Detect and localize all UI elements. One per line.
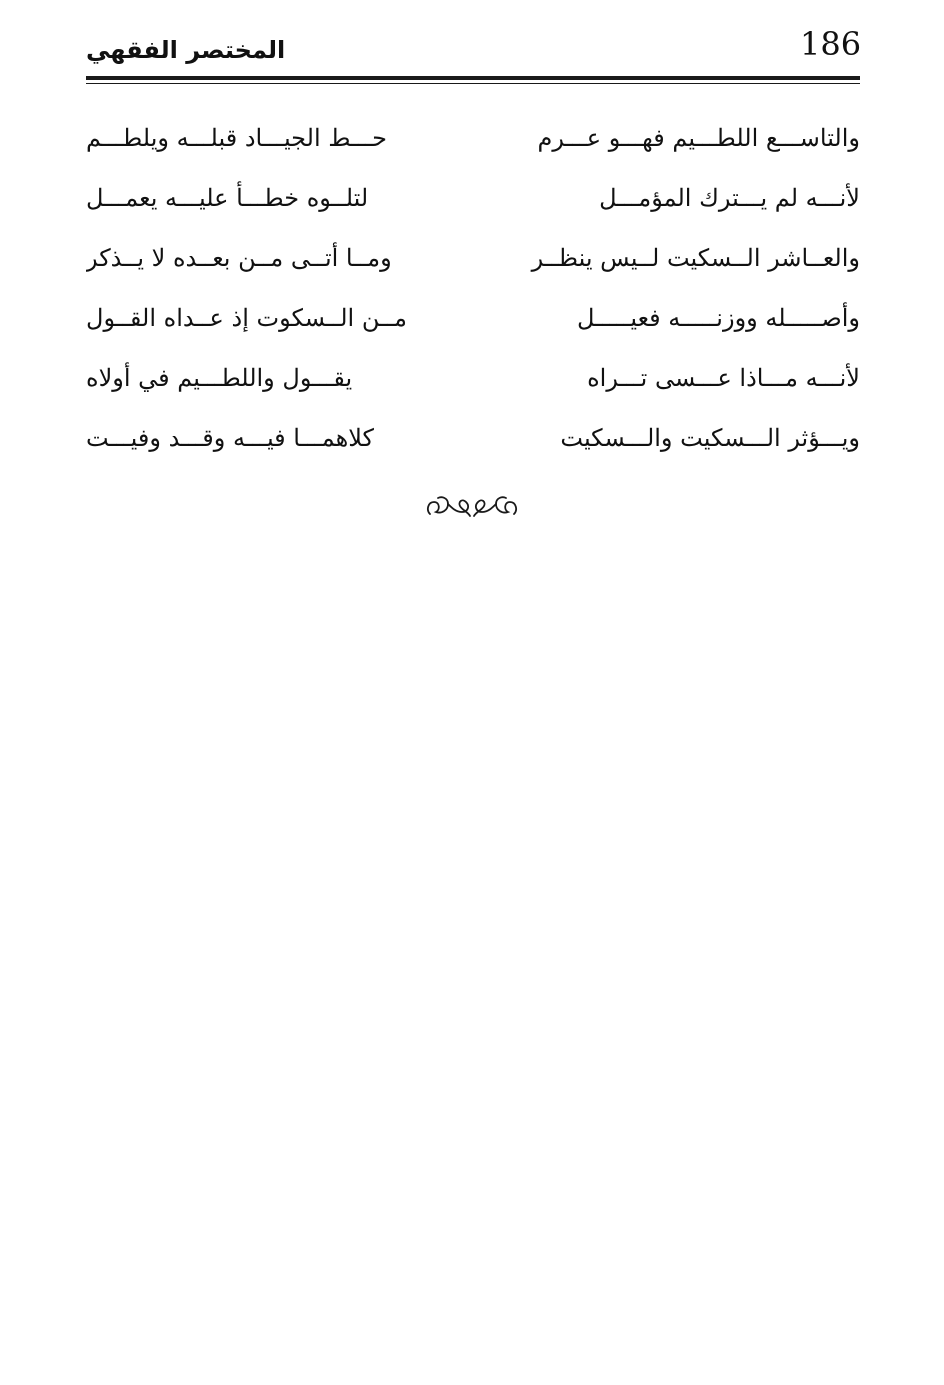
verse-line	[86, 168, 860, 228]
verse-first-hemistich: وأصـــــله ووزنـــــه فعيـــــل	[577, 304, 860, 332]
verse-line	[86, 348, 860, 408]
verse-first-hemistich: ويـــؤثر الـــسكيت والـــسكيت	[560, 424, 860, 452]
verse-second-hemistich: كلاهمـــا فيـــه وقـــد وفيـــت	[86, 424, 374, 452]
verse-first-hemistich: والتاســـع اللطـــيم فهـــو عـــرم	[537, 124, 860, 152]
verse-line	[86, 408, 860, 468]
header-rule-thick	[86, 76, 860, 80]
verse-first-hemistich: لأنـــه مـــاذا عـــسى تـــراه	[587, 364, 860, 392]
book-title: المختصر الفقهي	[86, 36, 286, 64]
verse-first-hemistich: لأنـــه لم يـــترك المؤمـــل	[599, 184, 860, 212]
poem-verses	[86, 108, 860, 468]
verse-second-hemistich: لتلــوه خطـــأ عليـــه يعمـــل	[86, 184, 369, 212]
verse-second-hemistich: مــن الــسكوت إذ عــداه القــول	[86, 304, 407, 332]
verse-first-hemistich: والعــاشر الــسكيت لــيس ينظــر	[531, 244, 860, 272]
verse-second-hemistich: ومــا أتــى مــن بعــده لا يــذكر	[86, 244, 392, 272]
verse-line	[86, 288, 860, 348]
end-ornament-icon	[422, 490, 522, 522]
header-rule-thin	[86, 83, 860, 84]
verse-second-hemistich: يقـــول واللطـــيم في أولاه	[86, 364, 353, 392]
verse-line	[86, 228, 860, 288]
page-number: 186	[800, 25, 862, 63]
verse-second-hemistich: حـــط الجيـــاد قبلـــه ويلطـــم	[86, 124, 387, 152]
verse-line	[86, 108, 860, 168]
